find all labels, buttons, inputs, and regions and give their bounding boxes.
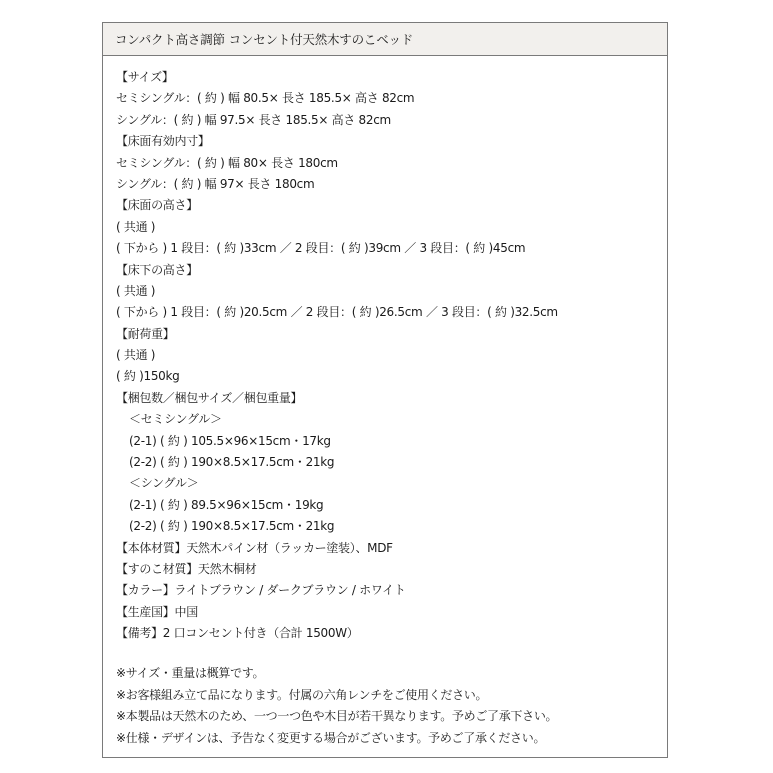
- spec-line: 【本体材質】天然木パイン材（ラッカー塗装）、MDF: [116, 540, 393, 555]
- spec-line: (2-1) ( 約 ) 105.5×96×15cm・17kg: [129, 433, 331, 448]
- spec-line: ( 共通 ): [116, 283, 156, 298]
- spec-line: (2-2) ( 約 ) 190×8.5×17.5cm・21kg: [129, 455, 335, 470]
- spec-line: セミシングル：( 約 ) 幅 80× 長さ 180cm: [116, 155, 338, 170]
- spec-line: ( 下から ) 1 段目：( 約 )20.5cm ／ 2 段目：( 約 )26.5cm ／ 3 段目：( 約 )32.5cm: [116, 305, 558, 320]
- spec-line: 【備考】2 口コンセント付き（合計 1500W）: [116, 626, 359, 641]
- spec-line: ( 共通 ): [116, 219, 156, 234]
- spec-line: (2-2) ( 約 ) 190×8.5×17.5cm・21kg: [129, 519, 335, 534]
- spec-line: シングル：( 約 ) 幅 97.5× 長さ 185.5× 高さ 82cm: [116, 112, 391, 127]
- spec-line: 【すのこ材質】天然木桐材: [116, 561, 257, 576]
- spec-line: ＜シングル＞: [129, 476, 199, 491]
- notes-list: [116, 663, 663, 749]
- spec-line: 【カラー】ライトブラウン / ダークブラウン / ホワイト: [116, 583, 406, 598]
- spec-line: ( 下から ) 1 段目：( 約 )33cm ／ 2 段目：( 約 )39cm ／ 3 段目：( 約 )45cm: [116, 241, 526, 256]
- note-line: ※お客様組み立て品になります。付属の六角レンチをご使用ください。: [116, 687, 488, 702]
- spec-line: ( 約 )150kg: [116, 369, 180, 384]
- spec-line: 【耐荷重】: [116, 326, 175, 341]
- spec-line: 【生産国】中国: [116, 604, 198, 619]
- spec-line: シングル：( 約 ) 幅 97× 長さ 180cm: [116, 176, 315, 191]
- spec-table: [102, 22, 668, 758]
- spec-line: 【床下の高さ】: [116, 262, 198, 277]
- spec-line: ( 共通 ): [116, 348, 156, 363]
- spec-line: 【床面の高さ】: [116, 198, 198, 213]
- spec-line: (2-1) ( 約 ) 89.5×96×15cm・19kg: [129, 497, 324, 512]
- spec-line: ＜セミシングル＞: [129, 412, 222, 427]
- spec-list: [116, 67, 663, 645]
- product-title: コンパクト高さ調節 コンセント付天然木すのこベッド: [103, 23, 667, 56]
- note-line: ※本製品は天然木のため、一つ一つ色や木目が若干異なります。予めご了承下さい。: [116, 709, 558, 724]
- note-line: ※仕様・デザインは、予告なく変更する場合がございます。予めご了承ください。: [116, 730, 546, 745]
- spec-line: 【サイズ】: [116, 70, 174, 84]
- note-line: ※サイズ・重量は概算です。: [116, 666, 265, 680]
- spec-line: 【梱包数／梱包サイズ／梱包重量】: [116, 390, 303, 405]
- spec-line: セミシングル：( 約 ) 幅 80.5× 長さ 185.5× 高さ 82cm: [116, 91, 415, 106]
- spec-line: 【床面有効内寸】: [116, 134, 210, 149]
